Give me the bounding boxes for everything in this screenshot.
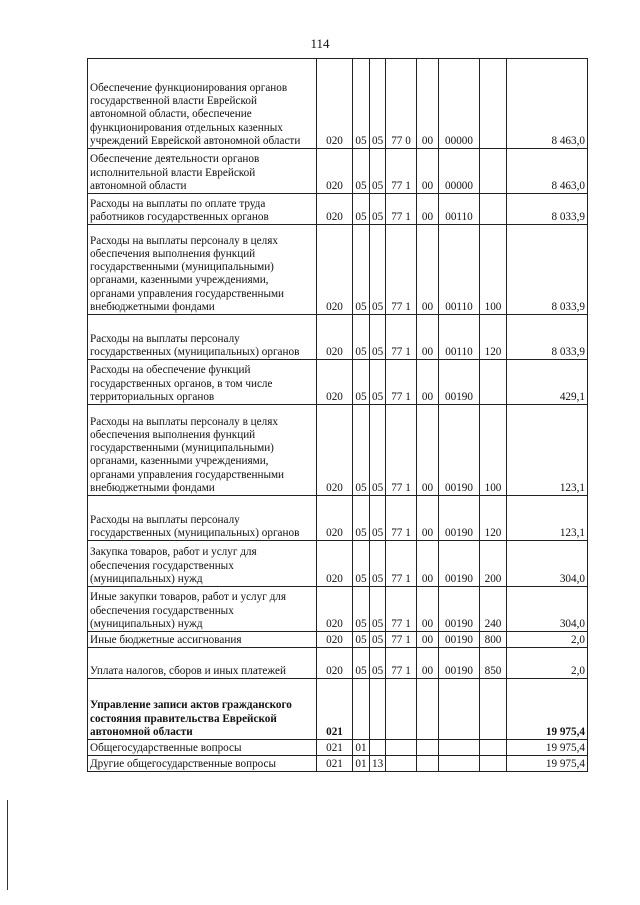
subprogram-code: 00: [417, 194, 439, 225]
expense-direction-code: 00000: [439, 149, 480, 194]
table-row: [88, 541, 588, 587]
row-name: Уплата налогов, сборов и иных платежей: [88, 648, 317, 679]
expense-direction-code: 00190: [439, 648, 480, 679]
expense-type-code: 240: [480, 587, 507, 632]
subprogram-code: 00: [417, 587, 439, 632]
dept-code: 020: [317, 541, 353, 587]
expense-type-code: 120: [480, 496, 507, 541]
amount: 19 975,4: [507, 740, 588, 756]
program-code: 77 1: [386, 587, 417, 632]
expense-direction-code: 00190: [439, 541, 480, 587]
subprogram-code: 00: [417, 149, 439, 194]
expense-direction-code: 00110: [439, 315, 480, 360]
expense-type-code: [480, 740, 507, 756]
table-row: [88, 59, 588, 149]
table-row: [88, 740, 588, 756]
section-code: 05: [353, 648, 370, 679]
amount: 8 463,0: [507, 59, 588, 149]
expense-type-code: [480, 756, 507, 772]
subsection-code: 05: [370, 496, 386, 541]
program-code: 77 1: [386, 648, 417, 679]
table-row: [88, 587, 588, 632]
row-name: Обеспечение деятельности органов исполнительной власти Еврейской автономной области: [88, 149, 317, 194]
amount: 19 975,4: [507, 756, 588, 772]
section-code: 01: [353, 740, 370, 756]
program-code: [386, 679, 417, 740]
program-code: 77 1: [386, 225, 417, 315]
row-name: Расходы на выплаты по оплате труда работников государственных органов: [88, 194, 317, 225]
expense-type-code: [480, 149, 507, 194]
program-code: 77 1: [386, 149, 417, 194]
dept-code: 021: [317, 679, 353, 740]
program-code: 77 1: [386, 405, 417, 496]
dept-code: 020: [317, 648, 353, 679]
row-name: Расходы на выплаты персоналу государственных (муниципальных) органов: [88, 315, 317, 360]
amount: 8 033,9: [507, 315, 588, 360]
row-name: Расходы на выплаты персоналу государственных (муниципальных) органов: [88, 496, 317, 541]
amount: 304,0: [507, 587, 588, 632]
row-name: Другие общегосударственные вопросы: [88, 756, 317, 772]
dept-code: 020: [317, 496, 353, 541]
section-code: [353, 679, 370, 740]
margin-line: [7, 800, 8, 890]
row-name: Иные бюджетные ассигнования: [88, 632, 317, 648]
table-row: [88, 405, 588, 496]
amount: 8 033,9: [507, 194, 588, 225]
section-code: 05: [353, 360, 370, 405]
dept-code: 021: [317, 756, 353, 772]
row-name: Расходы на обеспечение функций государственных органов, в том числе территориальных органов: [88, 360, 317, 405]
expense-type-code: [480, 59, 507, 149]
row-name: Управление записи актов гражданского состояния правительства Еврейской автономной области: [88, 679, 317, 740]
section-code: 01: [353, 756, 370, 772]
subsection-code: 05: [370, 225, 386, 315]
expense-direction-code: 00190: [439, 496, 480, 541]
row-name: Обеспечение функционирования органов государственной власти Еврейской автономной области, обеспечение функционирования отдельных казенных учреждений Еврейской автономной области: [88, 59, 317, 149]
amount: 2,0: [507, 648, 588, 679]
amount: 19 975,4: [507, 679, 588, 740]
table-row: [88, 632, 588, 648]
table-row: [88, 149, 588, 194]
table-row: [88, 679, 588, 740]
subsection-code: 05: [370, 59, 386, 149]
program-code: 77 1: [386, 194, 417, 225]
expense-direction-code: 00190: [439, 360, 480, 405]
subsection-code: 05: [370, 541, 386, 587]
subsection-code: 13: [370, 756, 386, 772]
subsection-code: 05: [370, 149, 386, 194]
dept-code: 020: [317, 149, 353, 194]
amount: 304,0: [507, 541, 588, 587]
table-row: [88, 360, 588, 405]
subprogram-code: 00: [417, 360, 439, 405]
expense-direction-code: 00190: [439, 587, 480, 632]
amount: 8 463,0: [507, 149, 588, 194]
amount: 123,1: [507, 496, 588, 541]
page-number: 114: [310, 36, 330, 51]
table-row: [88, 756, 588, 772]
dept-code: 020: [317, 632, 353, 648]
section-code: 05: [353, 225, 370, 315]
program-code: 77 1: [386, 541, 417, 587]
section-code: 05: [353, 587, 370, 632]
program-code: [386, 740, 417, 756]
subprogram-code: 00: [417, 59, 439, 149]
expense-direction-code: 00190: [439, 405, 480, 496]
subsection-code: 05: [370, 360, 386, 405]
amount: 2,0: [507, 632, 588, 648]
program-code: 77 1: [386, 632, 417, 648]
expense-direction-code: 00110: [439, 225, 480, 315]
amount: 429,1: [507, 360, 588, 405]
program-code: 77 0: [386, 59, 417, 149]
subprogram-code: 00: [417, 405, 439, 496]
subsection-code: [370, 740, 386, 756]
section-code: 05: [353, 194, 370, 225]
section-code: 05: [353, 632, 370, 648]
subsection-code: [370, 679, 386, 740]
program-code: 77 1: [386, 360, 417, 405]
dept-code: 020: [317, 315, 353, 360]
dept-code: 020: [317, 405, 353, 496]
subprogram-code: 00: [417, 315, 439, 360]
expense-type-code: 100: [480, 405, 507, 496]
expense-direction-code: 00000: [439, 59, 480, 149]
row-name: Иные закупки товаров, работ и услуг для обеспечения государственных (муниципальных) нужд: [88, 587, 317, 632]
subprogram-code: 00: [417, 648, 439, 679]
row-name: Общегосударственные вопросы: [88, 740, 317, 756]
dept-code: 020: [317, 59, 353, 149]
table-row: [88, 496, 588, 541]
amount: 8 033,9: [507, 225, 588, 315]
row-name: Закупка товаров, работ и услуг для обеспечения государственных (муниципальных) нужд: [88, 541, 317, 587]
expense-type-code: 200: [480, 541, 507, 587]
expense-direction-code: [439, 740, 480, 756]
section-code: 05: [353, 541, 370, 587]
expense-type-code: 100: [480, 225, 507, 315]
subsection-code: 05: [370, 648, 386, 679]
section-code: 05: [353, 59, 370, 149]
subsection-code: 05: [370, 405, 386, 496]
expense-direction-code: 00110: [439, 194, 480, 225]
subprogram-code: 00: [417, 496, 439, 541]
program-code: 77 1: [386, 315, 417, 360]
subprogram-code: 00: [417, 225, 439, 315]
table-row: [88, 194, 588, 225]
program-code: 77 1: [386, 496, 417, 541]
dept-code: 020: [317, 360, 353, 405]
expense-type-code: [480, 679, 507, 740]
subsection-code: 05: [370, 587, 386, 632]
section-code: 05: [353, 315, 370, 360]
section-code: 05: [353, 405, 370, 496]
section-code: 05: [353, 496, 370, 541]
expense-direction-code: [439, 756, 480, 772]
dept-code: 020: [317, 225, 353, 315]
subprogram-code: [417, 740, 439, 756]
expense-type-code: [480, 194, 507, 225]
subprogram-code: [417, 679, 439, 740]
expense-direction-code: [439, 679, 480, 740]
subsection-code: 05: [370, 315, 386, 360]
budget-table: [87, 58, 588, 772]
dept-code: 020: [317, 587, 353, 632]
row-name: Расходы на выплаты персоналу в целях обеспечения выполнения функций государственными (муниципальными) органами, казенными учреждениями, органами управления государственными внебюджетными фондами: [88, 405, 317, 496]
expense-type-code: 120: [480, 315, 507, 360]
section-code: 05: [353, 149, 370, 194]
program-code: [386, 756, 417, 772]
dept-code: 021: [317, 740, 353, 756]
subsection-code: 05: [370, 194, 386, 225]
subprogram-code: 00: [417, 541, 439, 587]
table-row: [88, 648, 588, 679]
budget-table-body: [88, 59, 588, 772]
row-name: Расходы на выплаты персоналу в целях обеспечения выполнения функций государственными (муниципальными) органами, казенными учреждениями, органами управления государственными внебюджетными фондами: [88, 225, 317, 315]
subprogram-code: [417, 756, 439, 772]
expense-type-code: [480, 360, 507, 405]
table-row: [88, 225, 588, 315]
amount: 123,1: [507, 405, 588, 496]
expense-type-code: 800: [480, 632, 507, 648]
subprogram-code: 00: [417, 632, 439, 648]
expense-direction-code: 00190: [439, 632, 480, 648]
expense-type-code: 850: [480, 648, 507, 679]
dept-code: 020: [317, 194, 353, 225]
subsection-code: 05: [370, 632, 386, 648]
table-row: [88, 315, 588, 360]
